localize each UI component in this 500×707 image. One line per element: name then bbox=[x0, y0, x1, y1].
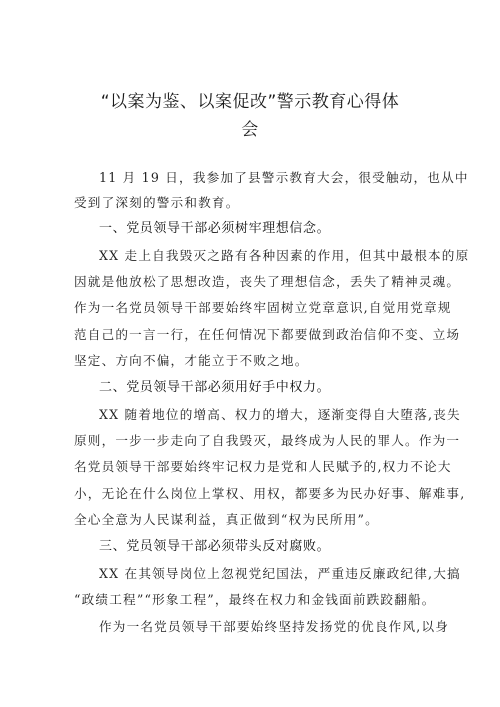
paragraph-line: 作为一名党员领导干部要始终坚持发扬党的优良作风,以身 bbox=[99, 619, 450, 634]
paragraph-line: 作为一名党员领导干部要始终牢固树立党章意识,自觉用党章规 bbox=[74, 300, 452, 315]
paragraph-line: XX 在其领导岗位上忽视党纪国法，严重违反廉政纪律,大搞 bbox=[99, 566, 461, 581]
section-heading-1: 一、党员领导干部必须树牢理想信念。 bbox=[99, 221, 331, 236]
paragraph-line: 11 月 19 日，我参加了县警示教育大会，很受触动，也从中 bbox=[99, 170, 469, 185]
section-heading-2: 二、党员领导干部必须用好手中权力。 bbox=[99, 380, 331, 395]
paragraph-line: 受到了深刻的警示和教育。 bbox=[74, 195, 240, 210]
document-title-line-2: 会 bbox=[241, 120, 259, 140]
paragraph-line: XX 随着地位的增高、权力的增大，逐渐变得自大堕落,丧失 bbox=[99, 407, 461, 422]
paragraph-line: 范自己的一言一行，在任何情况下都要做到政治信仰不变、立场 bbox=[74, 327, 461, 342]
paragraph-line: XX 走上自我毁灭之路有各种因素的作用，但其中最根本的原 bbox=[99, 248, 470, 263]
paragraph-line: 原则，一步一步走向了自我毁灭，最终成为人民的罪人。作为一 bbox=[74, 433, 461, 448]
paragraph-line: 小，无论在什么岗位上掌权、用权，都要多为民办好事、解难事, bbox=[74, 486, 466, 501]
document-title-line-1: “以案为鉴、以案促改”警示教育心得体 bbox=[100, 92, 400, 112]
paragraph-line: 名党员领导干部要始终牢记权力是党和人民赋予的,权力不论大 bbox=[74, 459, 452, 474]
section-heading-3: 三、党员领导干部必须带头反对腐败。 bbox=[99, 539, 331, 554]
paragraph-line: 坚定、方向不偏，才能立于不败之地。 bbox=[74, 353, 309, 368]
paragraph-line: 因就是他放松了思想改造，丧失了理想信念，丢失了精神灵魂。 bbox=[74, 274, 461, 289]
paragraph-line: “政绩工程”“形象工程”，最终在权力和金钱面前跌跤翻船。 bbox=[74, 592, 436, 607]
paragraph-line: 全心全意为人民谋利益，真正做到“权为民所用”。 bbox=[74, 512, 379, 527]
